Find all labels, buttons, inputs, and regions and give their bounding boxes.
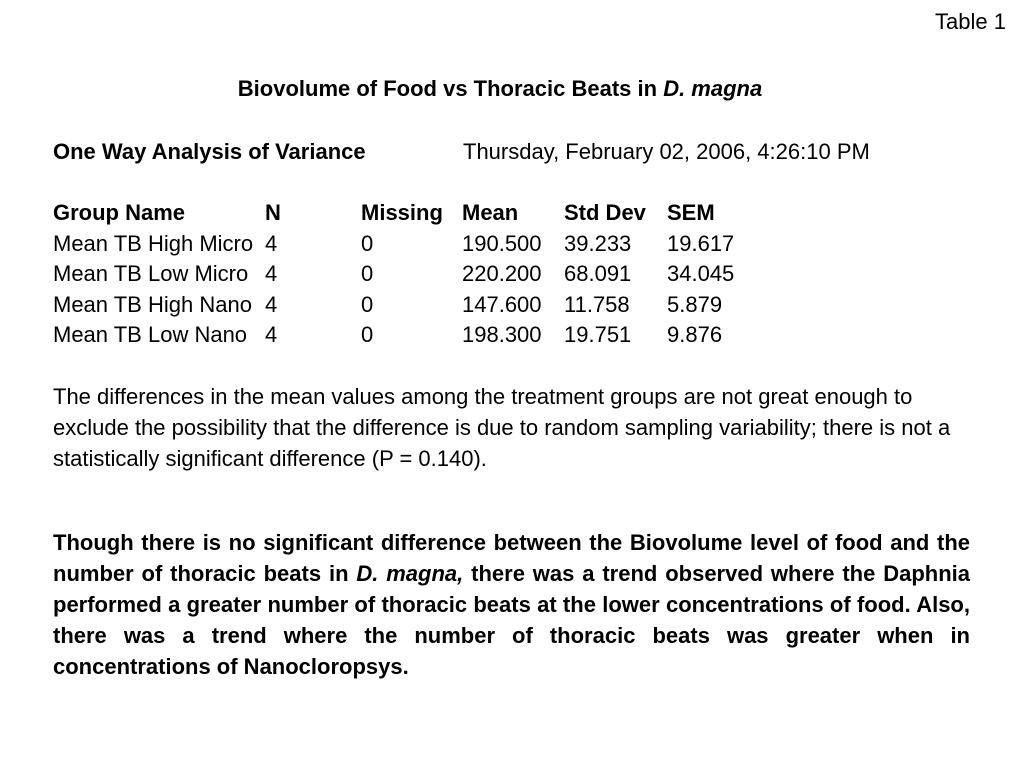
header-sem: SEM [667,200,715,225]
cell-group-name: Mean TB High Micro [53,230,254,256]
stats-table [53,198,747,351]
cell-mean: 190.500 [462,230,542,256]
conclusion-paragraph [53,527,970,682]
cell-std-dev: 11.758 [564,291,630,317]
cell-mean: 220.200 [462,261,542,286]
result-paragraph: The differences in the mean values among the treatment groups are not great enough to exclude the possibility that the difference is due to random sampling variability; there is not a statistically significant difference (P = 0.140). [53,384,951,471]
cell-std-dev: 68.091 [564,261,632,286]
conclusion-text-start: Though there is no significant difference between the Biovolume level of food and the number of thoracic beats in [53,530,970,586]
cell-missing: 0 [361,230,374,256]
title-species: D. magna [663,76,763,101]
table-row [53,290,747,321]
cell-n: 4 [265,291,278,317]
header-mean: Mean [462,200,519,225]
cell-group-name: Mean TB High Nano [53,291,252,317]
conclusion-text-end: there was a trend observed where the Daphnia performed a greater number of thoracic beats at the lower concentrations of food. Also, there was a trend where the number of thoracic beats was greater when in concentrations of Nanocloropsys. [53,561,970,679]
cell-sem: 19.617 [667,230,735,256]
conclusion-species: D. magna, [356,561,464,586]
cell-std-dev: 39.233 [564,230,632,256]
header-n: N [265,200,281,225]
cell-n: 4 [265,230,278,256]
header-std-dev: Std Dev [564,200,646,225]
cell-group-name: Mean TB Low Nano [53,322,248,347]
cell-sem: 5.879 [667,291,723,317]
analysis-line [53,139,870,165]
cell-group-name: Mean TB Low Micro [53,261,249,286]
cell-missing: 0 [361,322,374,347]
table-row [53,229,747,260]
cell-mean: 147.600 [462,291,542,317]
cell-sem: 9.876 [667,322,723,347]
cell-n: 4 [265,322,278,347]
table-row [53,320,747,351]
cell-n: 4 [265,261,278,286]
table-row [53,259,747,290]
analysis-heading: One Way Analysis of Variance [53,139,366,164]
cell-missing: 0 [361,261,374,286]
header-missing: Missing [361,200,443,225]
cell-mean: 198.300 [462,322,542,347]
cell-sem: 34.045 [667,261,735,286]
table-header-row [53,198,747,229]
header-group-name: Group Name [53,200,186,225]
title-text: Biovolume of Food vs Thoracic Beats in [237,76,664,101]
table-label: Table 1 [935,9,1006,34]
analysis-timestamp: Thursday, February 02, 2006, 4:26:10 PM [463,139,870,164]
page-title [0,76,1000,102]
cell-std-dev: 19.751 [564,322,632,347]
cell-missing: 0 [361,291,374,317]
